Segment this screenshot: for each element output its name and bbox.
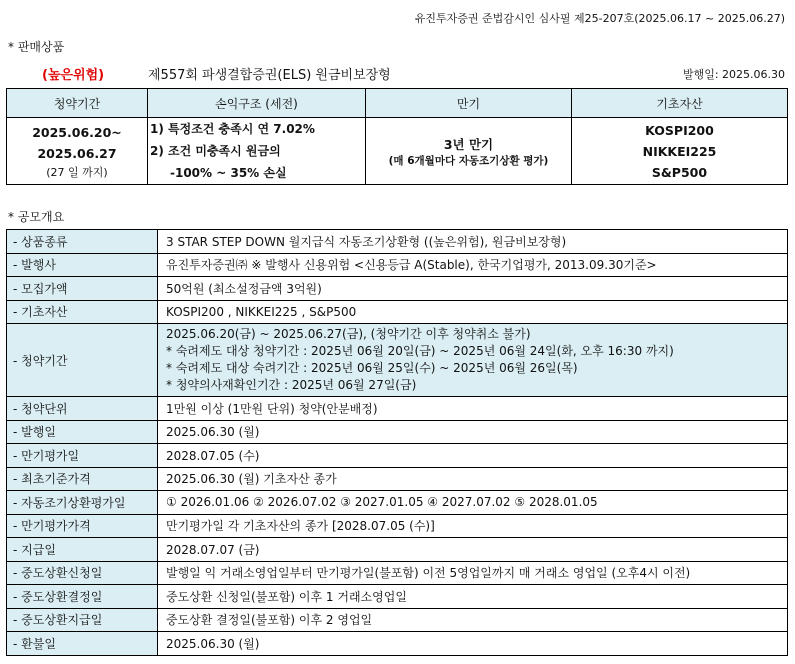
subscription-line-2: * 숙려제도 대상 청약기간 : 2025년 06월 20일(금) ~ 2025년 06월 24일(화, 오후 16:30 까지) [166, 344, 674, 358]
header-subscription-period: 청약기간 [7, 89, 148, 118]
overview-row-maturity-eval-date [7, 444, 788, 468]
row-value: 중도상환 신청일(불포함) 이후 1 거래소영업일 [158, 585, 788, 609]
subscription-line-4: * 청약의사재확인기간 : 2025년 06월 27일(금) [166, 378, 417, 392]
section-title-overview: * 공모개요 [8, 210, 65, 224]
payoff-line-1: 1) 특정조건 충족시 연 7.02% [150, 122, 315, 136]
overview-row-initial-price [7, 467, 788, 491]
row-label: - 발행일 [7, 420, 158, 444]
risk-label: (높은위험) [42, 68, 105, 83]
asset-sp500: S&P500 [651, 164, 708, 180]
asset-kospi200: KOSPI200 [645, 122, 714, 138]
row-value: 2028.07.05 (수) [158, 444, 788, 468]
payoff-line-3: -100% ~ 35% 손실 [170, 166, 287, 180]
summary-header-row [7, 89, 788, 118]
row-label: - 만기평가일 [7, 444, 158, 468]
product-name: 제557회 파생결합증권(ELS) 원금비보장형 [148, 68, 391, 83]
row-value: 2025.06.30 (월) [158, 632, 788, 656]
row-label: - 만기평가가격 [7, 514, 158, 538]
overview-row-subscription-period [7, 324, 788, 397]
row-label: - 지급일 [7, 538, 158, 562]
period-note: (27 일 까지) [46, 166, 108, 179]
period-cell [7, 118, 148, 185]
row-label: - 발행사 [7, 253, 158, 277]
row-label: - 최초기준가격 [7, 467, 158, 491]
row-value: 1만원 이상 (1만원 단위) 청약(안분배정) [158, 397, 788, 421]
row-label: - 환불일 [7, 632, 158, 656]
summary-body-row [7, 118, 788, 185]
asset-nikkei225: NIKKEI225 [642, 143, 717, 159]
row-value: 2025.06.30 (월) 기초자산 종가 [158, 467, 788, 491]
payoff-cell [148, 118, 366, 185]
row-value: 50억원 (최소설정금액 3억원) [158, 277, 788, 301]
overview-row-offering-amount [7, 277, 788, 301]
overview-row-early-redemption-decision [7, 585, 788, 609]
header-maturity: 만기 [366, 89, 572, 118]
issue-date: 발행일: 2025.06.30 [682, 68, 785, 81]
summary-table [6, 88, 788, 185]
maturity-cell [366, 118, 572, 185]
row-value: ① 2026.01.06 ② 2026.07.02 ③ 2027.01.05 ④ 2027.07.02 ⑤ 2028.01.05 [158, 491, 788, 515]
row-label: - 중도상환신청일 [7, 561, 158, 585]
row-value: 3 STAR STEP DOWN 월지급식 자동조기상환형 ((높은위험), 원금비보장형) [158, 230, 788, 254]
subscription-line-1: 2025.06.20(금) ~ 2025.06.27(금), (청약기간 이후 청약취소 불가) [166, 327, 531, 341]
section-title-products: * 판매상품 [8, 40, 65, 54]
payoff-line-2: 2) 조건 미충족시 원금의 [150, 144, 281, 158]
maturity-term: 3년 만기 [443, 136, 494, 152]
period-start: 2025.06.20~ [32, 125, 122, 140]
overview-row-autocall-dates [7, 491, 788, 515]
overview-table [6, 229, 788, 656]
review-approval-number: 유진투자증권 준법감시인 심사필 제25-207호(2025.06.17 ~ 2025.06.27) [414, 12, 785, 25]
overview-row-issue-date [7, 420, 788, 444]
overview-row-payment-date [7, 538, 788, 562]
row-value: 만기평가일 각 기초자산의 종가 [2028.07.05 (수)] [158, 514, 788, 538]
row-value: 2028.07.07 (금) [158, 538, 788, 562]
row-value: 발행일 익 거래소영업일부터 만기평가일(불포함) 이전 5영업일까지 매 거래소 영업일 (오후4시 이전) [158, 561, 788, 585]
row-value: 2025.06.30 (월) [158, 420, 788, 444]
overview-row-underlying [7, 300, 788, 324]
row-label: - 청약단위 [7, 397, 158, 421]
overview-row-refund-date [7, 632, 788, 656]
row-label: - 중도상환결정일 [7, 585, 158, 609]
header-payoff: 손익구조 (세전) [148, 89, 366, 118]
row-label: - 청약기간 [7, 324, 158, 397]
row-label: - 모집가액 [7, 277, 158, 301]
row-value: KOSPI200 , NIKKEI225 , S&P500 [158, 300, 788, 324]
row-value: 유진투자증권㈜ ※ 발행사 신용위험 <신용등급 A(Stable), 한국기업평가, 2013.09.30기준> [158, 253, 788, 277]
overview-row-early-redemption-payment [7, 608, 788, 632]
row-label: - 기초자산 [7, 300, 158, 324]
overview-row-early-redemption-request [7, 561, 788, 585]
overview-row-subscription-unit [7, 397, 788, 421]
overview-row-issuer [7, 253, 788, 277]
overview-row-product-type [7, 230, 788, 254]
subscription-line-3: * 숙려제도 대상 숙려기간 : 2025년 06월 25일(수) ~ 2025년 06월 26일(목) [166, 361, 578, 375]
row-label: - 자동조기상환평가일 [7, 491, 158, 515]
header-underlying: 기초자산 [572, 89, 788, 118]
row-value: 중도상환 결정일(불포함) 이후 2 영업일 [158, 608, 788, 632]
overview-row-maturity-eval-price [7, 514, 788, 538]
row-label: - 중도상환지급일 [7, 608, 158, 632]
period-end: 2025.06.27 [37, 146, 117, 161]
underlying-cell [572, 118, 788, 185]
row-label: - 상품종류 [7, 230, 158, 254]
maturity-note: (매 6개월마다 자동조기상환 평가) [388, 154, 549, 167]
row-value-multiline [158, 324, 788, 397]
